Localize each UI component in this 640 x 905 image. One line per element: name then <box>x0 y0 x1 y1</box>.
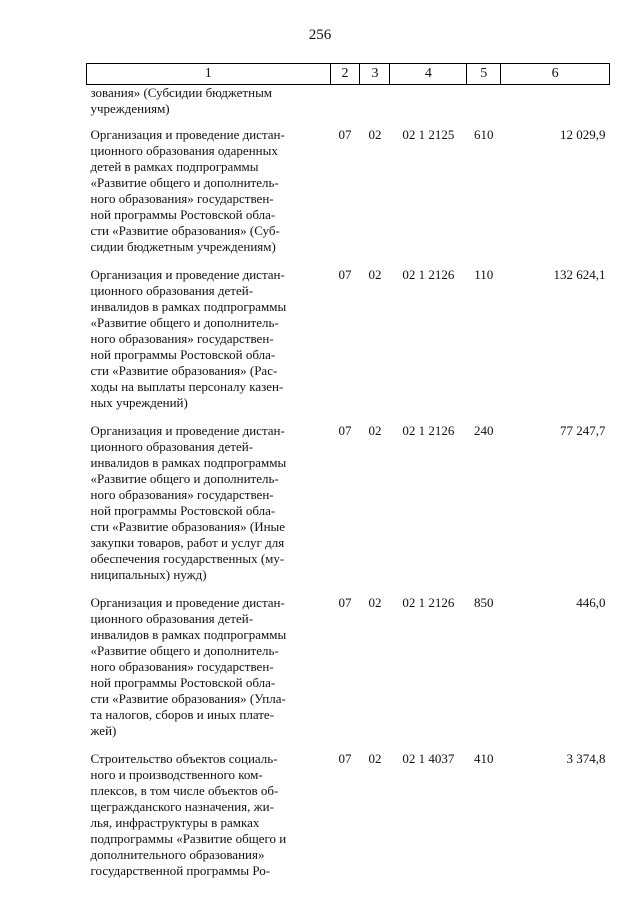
row-target-code: 02 1 2126 <box>402 267 455 282</box>
row-expense-type: 110 <box>474 267 494 282</box>
row-section: 07 <box>338 751 352 766</box>
row-subsection: 02 <box>368 751 382 766</box>
description-line: ционного образования детей- <box>90 283 254 298</box>
table-row <box>87 125 610 265</box>
row-target-code: 02 1 4037 <box>402 751 455 766</box>
row-expense-type: 850 <box>474 595 494 610</box>
row-expense-type: 610 <box>474 127 494 142</box>
table-row-continuation <box>87 85 610 126</box>
row-description <box>87 265 331 421</box>
description-line: ной программы Ростовской обла- <box>90 675 276 690</box>
description-line: дополнительного образования» <box>90 847 265 862</box>
description-line: Организация и проведение дистан- <box>90 267 285 282</box>
row-description <box>87 85 331 126</box>
row-subsection: 02 <box>368 267 382 282</box>
row-section: 07 <box>338 267 352 282</box>
description-line: ной программы Ростовской обла- <box>90 207 276 222</box>
header-col-2: 2 <box>330 64 360 85</box>
description-line: ного и производственного ком- <box>90 767 263 782</box>
header-col-5: 5 <box>467 64 501 85</box>
description-line: сти «Развитие образования» (Суб- <box>90 223 280 238</box>
description-line: «Развитие общего и дополнитель- <box>90 315 279 330</box>
row-subsection: 02 <box>368 423 382 438</box>
row-expense-type: 410 <box>474 751 494 766</box>
description-line: детей в рамках подпрограммы <box>90 159 259 174</box>
description-line: «Развитие общего и дополнитель- <box>90 471 279 486</box>
page-number: 256 <box>308 27 332 43</box>
description-line: ных учреждений) <box>90 395 188 410</box>
table-header-row <box>87 64 610 85</box>
description-line: сти «Развитие образования» (Рас- <box>90 363 278 378</box>
description-line: инвалидов в рамках подпрограммы <box>90 455 287 470</box>
description-line: ной программы Ростовской обла- <box>90 347 276 362</box>
row-description <box>87 125 331 265</box>
row-amount: 132 624,1 <box>553 267 606 282</box>
description-line: ного образования» государствен- <box>90 331 274 346</box>
description-line: плексов, в том числе объектов об- <box>90 783 279 798</box>
description-line: сти «Развитие образования» (Упла- <box>90 691 286 706</box>
row-description <box>87 749 331 889</box>
description-line: «Развитие общего и дополнитель- <box>90 175 279 190</box>
description-line: «Развитие общего и дополнитель- <box>90 643 279 658</box>
row-amount: 446,0 <box>576 595 606 610</box>
description-line: закупки товаров, работ и услуг для <box>90 535 285 550</box>
row-description <box>87 593 331 749</box>
row-description <box>87 421 331 593</box>
row-section: 07 <box>338 595 352 610</box>
description-line: подпрограммы «Развитие общего и <box>90 831 287 846</box>
budget-table <box>86 63 610 889</box>
description-line: ходы на выплаты персоналу казен- <box>90 379 284 394</box>
description-line: Строительство объектов социаль- <box>90 751 278 766</box>
description-line: ционного образования одаренных <box>90 143 278 158</box>
table-row <box>87 421 610 593</box>
description-line: ционного образования детей- <box>90 439 254 454</box>
table-row <box>87 593 610 749</box>
row-section: 07 <box>338 127 352 142</box>
description-line: учреждениям) <box>90 101 170 116</box>
description-line: ниципальных) нужд) <box>90 567 207 582</box>
description-line: щегражданского назначения, жи- <box>90 799 274 814</box>
description-line: ного образования» государствен- <box>90 659 274 674</box>
row-amount: 3 374,8 <box>566 751 606 766</box>
description-line: лья, инфраструктуры в рамках <box>90 815 260 830</box>
row-amount: 12 029,9 <box>560 127 606 142</box>
description-line: Организация и проведение дистан- <box>90 423 285 438</box>
header-col-6: 6 <box>501 64 610 85</box>
description-line: сти «Развитие образования» (Иные <box>90 519 286 534</box>
table-row <box>87 265 610 421</box>
row-expense-type: 240 <box>474 423 494 438</box>
row-subsection: 02 <box>368 127 382 142</box>
description-line: обеспечения государственных (му- <box>90 551 285 566</box>
description-line: ного образования» государствен- <box>90 191 274 206</box>
description-line: ционного образования детей- <box>90 611 254 626</box>
row-amount: 77 247,7 <box>560 423 606 438</box>
row-target-code: 02 1 2125 <box>402 127 455 142</box>
header-col-1: 1 <box>87 64 331 85</box>
description-line: инвалидов в рамках подпрограммы <box>90 627 287 642</box>
description-line: Организация и проведение дистан- <box>90 595 285 610</box>
description-line: жей) <box>90 723 117 738</box>
table-row <box>87 749 610 889</box>
description-line: государственной программы Ро- <box>90 863 271 878</box>
row-section: 07 <box>338 423 352 438</box>
row-target-code: 02 1 2126 <box>402 423 455 438</box>
header-col-3: 3 <box>360 64 390 85</box>
row-target-code: 02 1 2126 <box>402 595 455 610</box>
description-line: зования» (Субсидии бюджетным <box>90 85 273 100</box>
description-line: ной программы Ростовской обла- <box>90 503 276 518</box>
header-col-4: 4 <box>390 64 467 85</box>
description-line: сидии бюджетным учреждениям) <box>90 239 276 254</box>
description-line: Организация и проведение дистан- <box>90 127 285 142</box>
description-line: та налогов, сборов и иных плате- <box>90 707 275 722</box>
row-subsection: 02 <box>368 595 382 610</box>
description-line: инвалидов в рамках подпрограммы <box>90 299 287 314</box>
description-line: ного образования» государствен- <box>90 487 274 502</box>
